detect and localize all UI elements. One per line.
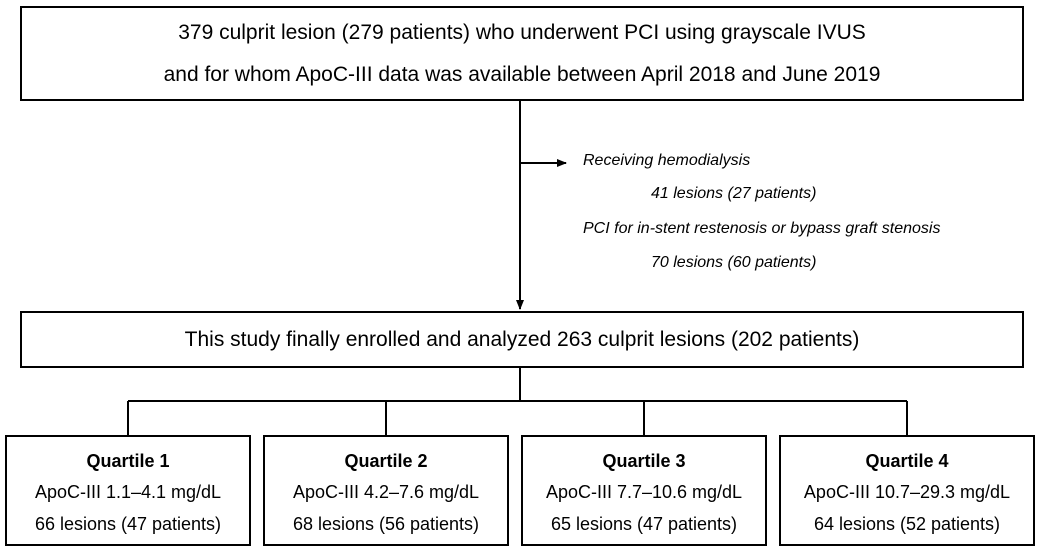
- initial-population-box: [20, 6, 1024, 101]
- quartile-2-box: [263, 435, 509, 546]
- initial-population-line-2: and for whom ApoC-III data was available between April 2018 and June 2019: [163, 63, 881, 86]
- quartile-3-box: [521, 435, 767, 546]
- exclusion-1-reason: Receiving hemodialysis: [583, 152, 751, 169]
- quartile-2-range: ApoC-III 4.2–7.6 mg/dL: [292, 482, 480, 502]
- quartile-4-range: ApoC-III 10.7–29.3 mg/dL: [803, 482, 1011, 502]
- quartile-4-lesions: 64 lesions (52 patients): [813, 514, 1001, 534]
- quartile-3-range: ApoC-III 7.7–10.6 mg/dL: [545, 482, 743, 502]
- quartile-3-lesions: 65 lesions (47 patients): [550, 514, 738, 534]
- exclusion-1-count: 41 lesions (27 patients): [651, 185, 817, 202]
- initial-population-line-1: 379 culprit lesion (279 patients) who underwent PCI using grayscale IVUS: [178, 21, 866, 44]
- quartile-1-range: ApoC-III 1.1–4.1 mg/dL: [34, 482, 222, 502]
- quartile-2-lesions: 68 lesions (56 patients): [292, 514, 480, 534]
- exclusion-2-count: 70 lesions (60 patients): [651, 254, 817, 271]
- quartile-1-box: [5, 435, 251, 546]
- enrolled-population-text: This study finally enrolled and analyzed 263 culprit lesions (202 patients): [184, 327, 860, 351]
- quartile-2-title: Quartile 2: [344, 451, 428, 471]
- quartile-1-lesions: 66 lesions (47 patients): [34, 514, 222, 534]
- quartile-4-box: [779, 435, 1035, 546]
- quartile-4-title: Quartile 4: [865, 451, 949, 471]
- exclusion-2-reason: PCI for in-stent restenosis or bypass graft stenosis: [583, 220, 941, 237]
- enrolled-population-box: [20, 311, 1024, 368]
- quartile-1-title: Quartile 1: [86, 451, 170, 471]
- quartile-3-title: Quartile 3: [602, 451, 686, 471]
